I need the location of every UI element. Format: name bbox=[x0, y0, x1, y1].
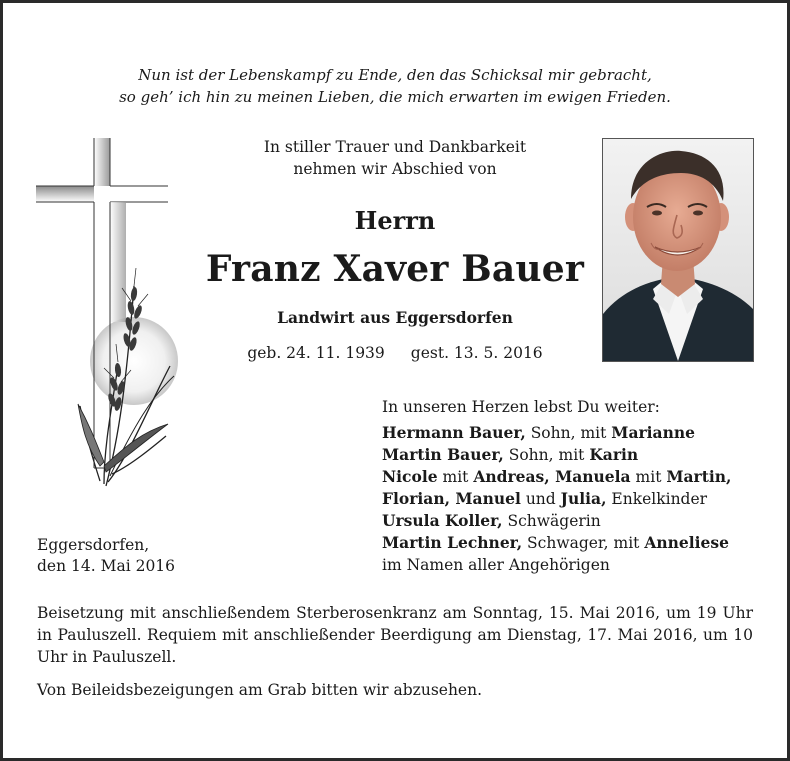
life-dates bbox=[215, 344, 575, 362]
mourner-name: Martin Lechner, bbox=[382, 533, 523, 552]
mourner-name: Anneliese bbox=[644, 533, 729, 552]
mourner-relation: im Namen aller Angehörigen bbox=[382, 556, 610, 574]
mourner-name: Julia, bbox=[560, 489, 607, 508]
mourner-relation: Enkelkinder bbox=[606, 490, 708, 508]
mourner-name: Marianne bbox=[611, 423, 695, 442]
occupation: Landwirt aus Eggersdorfen bbox=[277, 308, 513, 327]
intro-line-2: nehmen wir Abschied von bbox=[293, 160, 497, 178]
mourner-line bbox=[382, 422, 762, 444]
condolence-request: Von Beileidsbezeigungen am Grab bitten wir abzusehen. bbox=[37, 681, 483, 699]
mourner-line bbox=[382, 488, 762, 510]
mourner-name: Martin, bbox=[666, 467, 732, 486]
date-line: den 14. Mai 2016 bbox=[37, 557, 176, 575]
birth-date: geb. 24. 11. 1939 bbox=[247, 344, 385, 362]
poem bbox=[30, 64, 760, 108]
intro-line-1: In stiller Trauer und Dankbarkeit bbox=[263, 138, 527, 156]
intro-text bbox=[215, 136, 575, 180]
mourner-name: Hermann Bauer, bbox=[382, 423, 526, 442]
mourner-name: Andreas, Manuela bbox=[473, 467, 631, 486]
death-date: gest. 13. 5. 2016 bbox=[410, 344, 543, 362]
mourner-relation: Sohn, mit bbox=[525, 424, 612, 442]
mourner-line bbox=[382, 554, 762, 576]
mourner-name: Nicole bbox=[382, 467, 438, 486]
deceased-name: Franz Xaver Bauer bbox=[205, 248, 585, 290]
mourner-line bbox=[382, 444, 762, 466]
mourner-name: Karin bbox=[589, 445, 639, 464]
mourner-relation: Sohn, mit bbox=[503, 446, 590, 464]
poem-line-2: so geh’ ich hin zu meinen Lieben, die mich erwarten im ewigen Frieden. bbox=[119, 88, 671, 106]
mourner-relation: mit bbox=[630, 468, 667, 486]
mourner-lines bbox=[382, 422, 762, 576]
mourners-list bbox=[382, 396, 762, 576]
mourner-relation: mit bbox=[437, 468, 474, 486]
mourner-line bbox=[382, 466, 762, 488]
mourner-name: Florian, Manuel bbox=[382, 489, 521, 508]
portrait-photo bbox=[602, 138, 754, 362]
mourner-name: Ursula Koller, bbox=[382, 511, 503, 530]
place-line: Eggersdorfen, bbox=[37, 536, 150, 554]
salutation: Herrn bbox=[354, 206, 436, 235]
mourner-line bbox=[382, 532, 762, 554]
mourner-relation: Schwägerin bbox=[502, 512, 601, 530]
mourners-lead: In unseren Herzen lebst Du weiter: bbox=[382, 398, 660, 416]
mourner-line bbox=[382, 510, 762, 532]
mourner-relation: und bbox=[520, 490, 561, 508]
mourner-name: Martin Bauer, bbox=[382, 445, 504, 464]
place-and-date bbox=[37, 535, 237, 577]
funeral-details: Beisetzung mit anschließendem Sterberosenkranz am Sonntag, 15. Mai 2016, um 19 Uhr in Pauluszell. Requiem mit anschließender Beerdigung am Dienstag, 17. Mai 2016, um 10 Uhr in Pauluszell. bbox=[37, 604, 753, 666]
cross-icon bbox=[34, 136, 204, 496]
mourner-relation: Schwager, mit bbox=[522, 534, 645, 552]
poem-line-1: Nun ist der Lebenskampf zu Ende, den das Schicksal mir gebracht, bbox=[138, 66, 652, 84]
